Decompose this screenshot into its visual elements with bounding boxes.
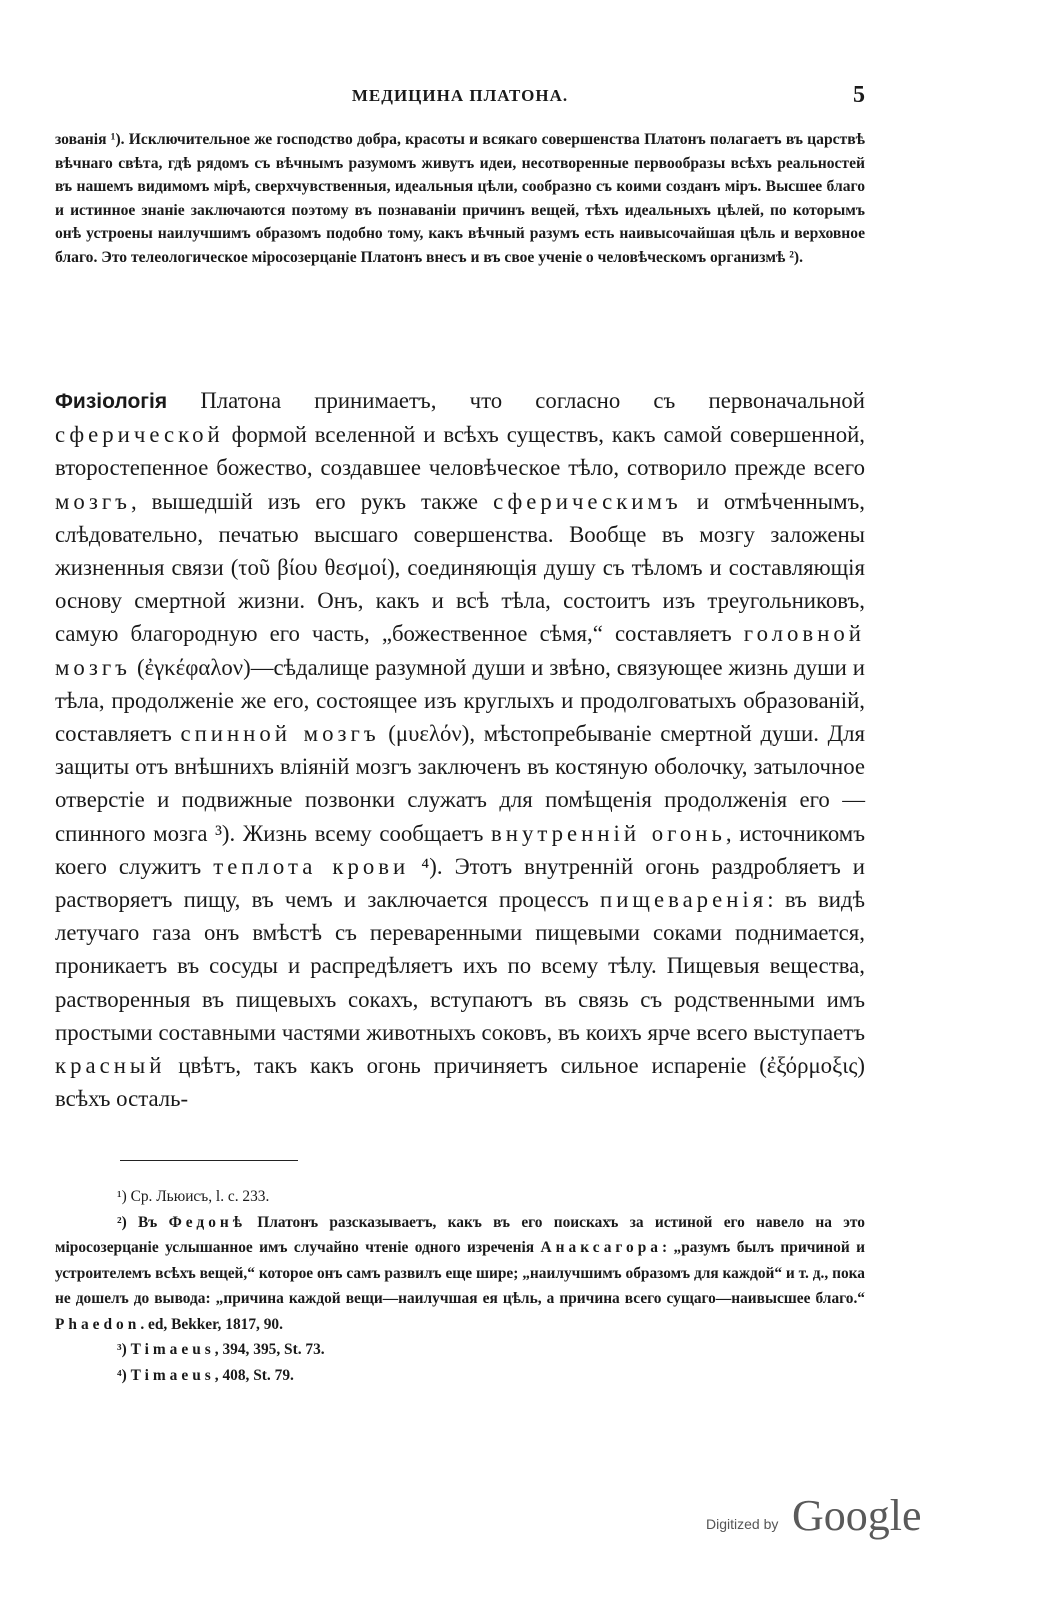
- section-lead-word: Физіологія: [55, 390, 168, 413]
- spaced-term: Анаксагора: [540, 1239, 662, 1256]
- footnote-2: [55, 1210, 865, 1338]
- spaced-term: Timaeus: [130, 1366, 215, 1384]
- footnote-1: ¹) Ср. Льюисъ, l. c. 233.: [117, 1188, 270, 1205]
- text-run: ³): [117, 1341, 131, 1358]
- spaced-term: Timaeus: [130, 1341, 215, 1358]
- text-run: формой вселенной и всѣхъ существъ, какъ самой совершенной, второстепенное божество, создавшее человѣческое тѣло, сотворило прежде всего: [55, 422, 865, 481]
- text-run: ⁴). Этотъ внутренній огонь раздробляетъ и растворяетъ пищу, въ чемъ и заключается процессъ: [55, 853, 865, 913]
- spaced-term: спинной мозгъ: [180, 721, 380, 747]
- intro-paragraph: зованія ¹). Исключительное же господство добра, красоты и всякаго совершенства Платонъ полагаетъ въ царствѣ вѣчнаго свѣта, гдѣ рядомъ съ вѣчнымъ разумомъ живутъ идеи, несотворенные первообразы всѣхъ реальностей въ нашемъ видимомъ мірѣ, сверхчувственныя, идеальныя цѣли, сообразно съ коими созданъ міръ. Высшее благо и истинное знаніе заключаются поэтому въ познаваніи причинъ вещей, тѣхъ идеальныхъ цѣлей, по которымъ онѣ устроены наилучшимъ образомъ подобно тому, какъ вѣчный разумъ есть наивысочайшая цѣль и верховное благо. Это телеологическое міросозерцаніе Платонъ внесъ и въ свое ученіе о человѣческомъ организмѣ ²).: [55, 131, 865, 266]
- spaced-term: красный: [55, 1053, 166, 1079]
- spaced-term: теплота крови: [213, 853, 410, 879]
- text-run: , источникомъ коего служитъ: [55, 820, 865, 879]
- spaced-term: Федонѣ: [168, 1213, 246, 1231]
- spaced-term: мозгъ: [55, 488, 131, 514]
- running-title: МЕДИЦИНА ПЛАТОНА.: [351, 86, 569, 105]
- google-logo: Google: [792, 1491, 922, 1540]
- text-run: (μυελόν), мѣстопребываніе смертной души. Для защиты отъ внѣшнихъ вліяній мозгъ заключенъ въ костяную оболочку, затылочное отверстіе и подвижные позвонки служатъ для помѣщенія продолженія его —спинного мозга ³). Жизнь всему сообщаетъ: [55, 721, 865, 846]
- text-run: (ἐγκέφαλον)—сѣдалище разумной души и звѣно, связующее жизнь души и тѣла, продолженіе же его, состоящее изъ круглыхъ и продолговатыхъ образованій, составляетъ: [55, 654, 865, 747]
- text-run: . ed, Bekker, 1817, 90.: [140, 1315, 283, 1333]
- digitized-watermark: [706, 1490, 926, 1550]
- text-run: : въ видѣ летучаго газа онъ вмѣстѣ съ переваренными пищевыми соками поднимается, проникаетъ въ сосуды и распредѣляетъ ихъ по всему тѣлу. Пищевыя вещества, растворенныя въ пищевыхъ сокахъ, вступаютъ въ связь съ родственными имъ простыми составными частями животныхъ соковъ, въ коихъ ярче всего выступаетъ: [55, 887, 865, 1045]
- spaced-term: головной мозгъ: [55, 621, 865, 680]
- text-run: Платона принимаетъ, что согласно съ первоначальной: [167, 388, 865, 413]
- spaced-term: внутренній огонь: [491, 820, 726, 846]
- footnote-divider: [120, 1160, 298, 1161]
- text-run: и отмѣченнымъ, слѣдовательно, печатью высшаго совершенства. Вообще въ мозгу заложены жизненныя связи (τοῦ βίου θεσμοί), соединяющія душу съ тѣломъ и составляющія основу смертной жизни. Онъ, какъ и всѣ тѣла, состоитъ изъ треугольниковъ, самую благородную его часть, „божественное сѣмя,“ составляетъ: [55, 488, 865, 647]
- footnote-3: [55, 1337, 865, 1363]
- text-run: Платонъ разсказываетъ, какъ въ его поискахъ за истиной его навело на это міросозерцаніе услышанное имъ случайно чтеніе одного изреченія: [55, 1213, 865, 1256]
- text-run: ²) Въ: [117, 1213, 169, 1231]
- text-run: , 408, St. 79.: [214, 1366, 294, 1384]
- text-run: : „разумъ былъ причиной и устроителемъ всѣхъ вещей,“ которое онъ самъ развилъ еще шире; „наилучшимъ образомъ для каждой“ и т. д., пока не дошелъ до вывода: „причина каждой вещи—наилучшая ея цѣль, а причина всего сущаго—наивысшее благо.“: [55, 1239, 865, 1307]
- spaced-term: сферической: [55, 422, 224, 448]
- main-paragraph: [55, 384, 865, 1115]
- page-header: [55, 82, 865, 112]
- text-run: ⁴): [117, 1366, 131, 1384]
- page-number: 5: [853, 82, 865, 108]
- footnotes: [55, 1184, 865, 1388]
- spaced-term: пищеваренія: [600, 887, 768, 913]
- text-run: , вышедшій изъ его рукъ также: [130, 488, 494, 514]
- text-run: цвѣтъ, такъ какъ огонь причиняетъ сильное испареніе (ἐξόρμοξις) всѣхъ осталь-: [55, 1053, 865, 1112]
- spaced-term: сферическимъ: [493, 488, 682, 514]
- spaced-term: Phaedon: [55, 1315, 141, 1333]
- footnote-4: [55, 1363, 865, 1389]
- watermark-prefix: Digitized by: [706, 1516, 779, 1532]
- text-run: , 394, 395, St. 73.: [214, 1341, 325, 1358]
